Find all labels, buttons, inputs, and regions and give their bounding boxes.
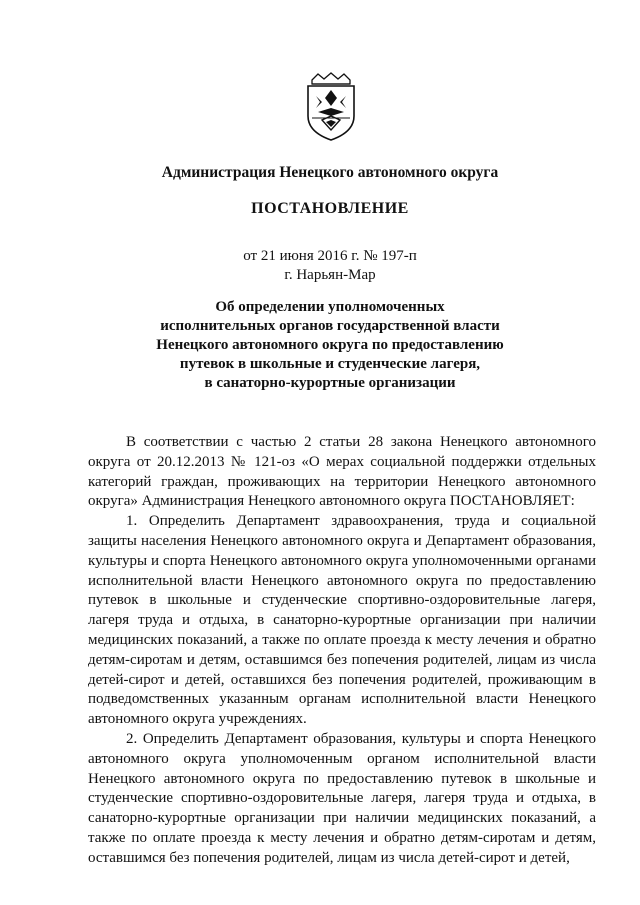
document-date-block: [60, 247, 600, 285]
organization-name: Администрация Ненецкого автономного округа: [161, 164, 499, 181]
title-line: исполнительных органов государственной власти: [160, 318, 500, 334]
title-line: Об определении уполномоченных: [215, 299, 445, 315]
document-title: [60, 298, 600, 393]
document-body: [88, 433, 596, 869]
clause-1-paragraph: 1. Определить Департамент здравоохранения, труда и социальной защиты населения Ненецкого автономного округа и Департамент образования, культуры и спорта Ненецкого автономного округа уполномоченными органами исполнительной власти Ненецкого автономного округа по предоставлению путевок в школьные и студенческие спортивно-оздоровительные лагеря, лагеря труда и отдыха, в санаторно-курортные организации при наличии медицинских показаний, а также по оплате проезда к месту лечения и обратно детям-сиротам и детям, оставшимся без попечения родителей, лицам из числа детей-сирот и детей, оставшихся без попечения родителей, проживающим в подведомственных указанным органам исполнительной власти Ненецкого автономного округа учреждениях.: [88, 513, 596, 728]
title-line: путевок в школьные и студенческие лагеря,: [179, 356, 481, 372]
clause-2-paragraph: 2. Определить Департамент образования, культуры и спорта Ненецкого автономного округа уполномоченным органом исполнительной власти Ненецкого автономного округа по предоставлению путевок в школьные и студенческие спортивно-оздоровительные лагеря, лагеря труда и отдыха, в санаторно-курортные организации при наличии медицинских показаний, а также по оплате проезда к месту лечения и обратно детям-сиротам и детям, оставшимся без попечения родителей, лицам из числа детей-сирот и детей,: [88, 730, 596, 866]
document-type: ПОСТАНОВЛЕНИЕ: [251, 200, 409, 217]
title-line: Ненецкого автономного округа по предоставлению: [156, 337, 504, 353]
document-date-number: от 21 июня 2016 г. № 197-п: [243, 248, 417, 264]
title-line: в санаторно-курортные организации: [204, 375, 456, 391]
preamble-paragraph: В соответствии с частью 2 статьи 28 закона Ненецкого автономного округа от 20.12.2013 № 121-оз «О мерах социальной поддержки отдельных категорий граждан, проживающих на территории Ненецкого автономного округа» Администрация Ненецкого автономного округа ПОСТАНОВЛЯЕТ:: [88, 434, 596, 510]
coat-of-arms-icon: [304, 72, 358, 142]
document-place: г. Нарьян-Мар: [284, 267, 376, 283]
